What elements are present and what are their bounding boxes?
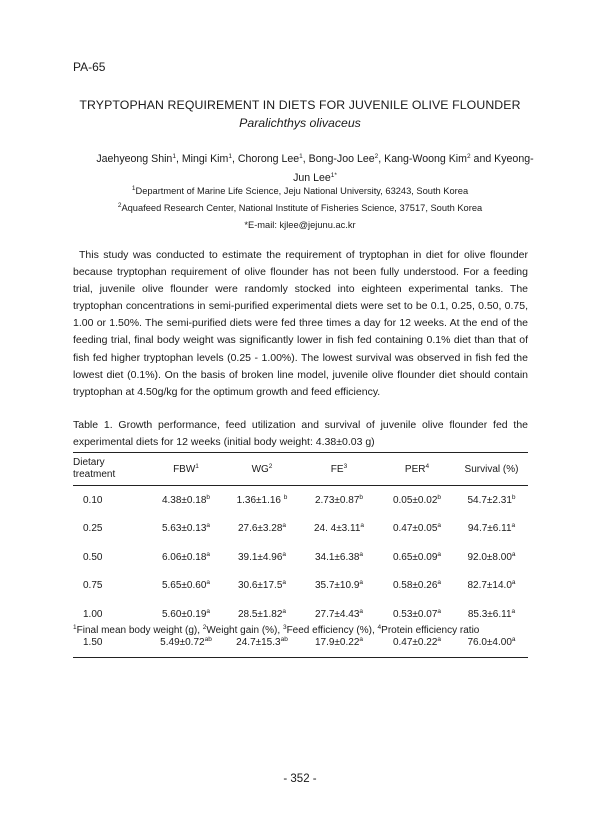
author-name: Bong-Joo Lee [308,153,375,165]
cell-value: 5.49±0.72 [160,637,205,649]
author-separator: , [302,153,309,165]
cell-value: 4.38±0.18 [161,494,207,506]
column-header-label: PER [404,463,426,475]
value-cell [299,572,379,601]
significance-letter: a [511,550,516,558]
value-cell [379,515,455,544]
significance-letter: a [511,607,516,615]
cell-value: 0.47±0.22 [392,637,438,649]
value-cell [225,572,299,601]
value-cell [455,515,528,544]
cell-value: 82.7±14.0 [467,580,512,592]
treatment-cell [73,486,147,515]
table-footnote [73,625,479,636]
significance-letter: a [206,522,211,530]
author-name: Kang-Woong Kim [384,153,467,165]
table-row [73,486,528,515]
table-row [73,515,528,544]
value-cell [225,543,299,572]
column-header-note: 1 [195,462,199,470]
value-cell [379,572,455,601]
contact-email: *E-mail: kjlee@jejunu.ac.kr [244,220,356,230]
significance-letter: a [511,579,516,587]
significance-letter: b [206,493,211,501]
cell-value: 54.7±2.31 [467,494,512,506]
paper-title: TRYPTOPHAN REQUIREMENT IN DIETS FOR JUVENILE OLIVE FLOUNDER [79,98,521,112]
cell-value: 0.05±0.02 [392,494,438,506]
table-caption: Table 1. Growth performance, feed utilization and survival of juvenile olive flounder fed the experimental diets for 12 weeks (initial body weight: 4.38±0.03 g) [73,419,528,448]
table-row [73,572,528,601]
footnote-mark: 3 [282,624,287,631]
author-affiliation-mark: 1 [228,153,232,160]
value-cell [299,543,379,572]
cell-value: 35.7±10.9 [314,580,360,592]
author-name: Chorong Lee [237,153,300,165]
significance-letter: a [206,607,211,615]
column-header-note: 3 [343,462,348,470]
treatment-cell [73,543,147,572]
cell-value: 5.63±0.13 [161,523,207,535]
value-cell [147,515,225,544]
column-header-label: FBW [173,463,196,475]
value-cell [225,515,299,544]
table-row [73,543,528,572]
value-cell [379,486,455,515]
footnote-mark: 4 [377,624,382,631]
cell-value: 0.47±0.05 [392,523,438,535]
cell-value: 5.65±0.60 [161,580,207,592]
column-header [225,453,299,486]
abstract-body: This study was conducted to estimate the requirement of tryptophan in diet for olive flounder because tryptophan requirement of olive flounder has not been fully understood. For a feeding trial, juvenile olive flounder were randomly stocked into eighteen experimental tanks. The tryptophan concentrations in semi-purified experimental diets were set to be 0.1, 0.25, 0.50, 0.75, 1.00 or 1.50%. The semi-purified diets were fed three times a day for 12 weeks. At the end of the feeding trial, final body weight was significantly lower in fish fed containing 0.1% diet than that of fish fed higher tryptophan levels (0.25 - 1.00%). The lowest survival was observed in fish fed the lowest diet (0.1%). On the basis of broken line model, juvenile olive flounder diet should contain tryptophan at 4.50g/kg for the optimum growth and feed efficiency. [73,249,528,398]
cell-value: 27.6±3.28 [237,523,283,535]
cell-value: 17.9±0.22 [314,637,360,649]
significance-letter: a [437,607,442,615]
cell-value: 24.7±15.3 [236,637,281,649]
significance-letter: a [360,522,365,530]
cell-value: 6.06±0.18 [161,551,207,563]
cell-value: 24. 4±3.11 [313,523,361,535]
column-header-label: Survival (%) [464,463,519,475]
significance-letter: a [359,607,364,615]
footnote-mark: 1 [73,624,77,631]
significance-letter: b [437,493,442,501]
author-affiliation-mark: 1 [172,153,176,160]
significance-letter: a [359,636,364,644]
cell-value: 92.0±8.00 [467,551,512,563]
value-cell [147,486,225,515]
column-header-note: 2 [268,462,273,470]
significance-letter: a [511,522,516,530]
treatment-cell [73,515,147,544]
cell-value: 1.50 [83,637,103,649]
value-cell [147,543,225,572]
affiliation-1: $^1$Department of Marine Life Science, Jeju National University, 63243, South Korea [131,185,469,196]
significance-letter: a [437,636,442,644]
value-cell [379,543,455,572]
cell-value: 28.5±1.82 [237,608,283,620]
author-list [95,150,535,188]
column-header [455,453,528,486]
significance-letter: a [359,579,364,587]
column-header-label: WG [251,463,269,475]
author-separator: and [470,153,495,165]
author-affiliation-mark: 1 [299,153,303,160]
author-separator: , [231,153,238,165]
affiliation-2: $^2$Aquafeed Research Center, National Institute of Fisheries Science, 37517, South Korea [117,202,483,213]
author-separator: , [175,153,182,165]
significance-letter: ab [204,636,212,644]
column-header [379,453,455,486]
footnote-text: Feed efficiency (%), [286,625,378,636]
significance-letter: a [206,550,211,558]
cell-value: 5.60±0.19 [161,608,207,620]
cell-value: 0.25 [83,523,103,535]
cell-value: 0.10 [83,494,103,506]
significance-letter: a [437,522,442,530]
author-name: Kyeong-Jun Lee [293,153,534,184]
column-header-note: 4 [425,462,430,470]
significance-letter: a [282,550,287,558]
abstract-code: PA-65 [73,60,106,74]
cell-value: 0.75 [83,580,103,592]
footnote-text: Final mean body weight (g), [76,625,203,636]
significance-letter: a [437,579,442,587]
column-header-label: FE [330,463,344,475]
value-cell [225,486,299,515]
value-cell [455,543,528,572]
footnote-mark: 2 [202,624,207,631]
cell-value: 2.73±0.87 [314,494,360,506]
author-affiliation-mark: 2 [466,153,471,160]
significance-letter: ab [280,636,288,644]
author-affiliation-mark: 2 [374,153,379,160]
significance-letter: a [282,607,287,615]
significance-letter: a [206,579,211,587]
cell-value: 39.1±4.96 [237,551,283,563]
significance-letter: a [282,522,287,530]
cell-value: 1.00 [83,608,103,620]
value-cell [299,486,379,515]
significance-letter: b [283,493,288,501]
value-cell [455,572,528,601]
author-affiliation-mark: 1* [330,172,337,179]
cell-value: 34.1±6.38 [314,551,360,563]
value-cell [147,572,225,601]
footnote-text: Protein efficiency ratio [381,625,480,636]
cell-value: 0.50 [83,551,103,563]
significance-letter: b [511,493,516,501]
significance-letter: a [511,636,516,644]
table-header-row [73,453,528,486]
author-name: Jaehyeong Shin [96,153,173,165]
cell-value: 30.6±17.5 [237,580,283,592]
cell-value: 0.65±0.09 [392,551,438,563]
column-header [299,453,379,486]
cell-value: 76.0±4.00 [467,637,512,649]
significance-letter: a [359,550,364,558]
cell-value: 1.36±1.16 [236,494,284,506]
significance-letter: a [282,579,287,587]
cell-value: 27.7±4.43 [314,608,360,620]
footnote-text: Weight gain (%), [206,625,283,636]
cell-value: 0.58±0.26 [392,580,438,592]
column-header-label: Dietary treatment [73,457,116,480]
cell-value: 85.3±6.11 [467,608,512,620]
significance-letter: b [359,493,364,501]
author-name: Mingi Kim [181,153,229,165]
species-name: Paralichthys olivaceus [239,116,361,130]
value-cell [455,486,528,515]
significance-letter: a [437,550,442,558]
cell-value: 0.53±0.07 [392,608,438,620]
column-header [147,453,225,486]
page-number: - 352 - [283,773,317,785]
author-separator: , [378,153,385,165]
column-header [73,453,147,486]
cell-value: 94.7±6.11 [467,523,512,535]
treatment-cell [73,572,147,601]
value-cell [299,515,379,544]
